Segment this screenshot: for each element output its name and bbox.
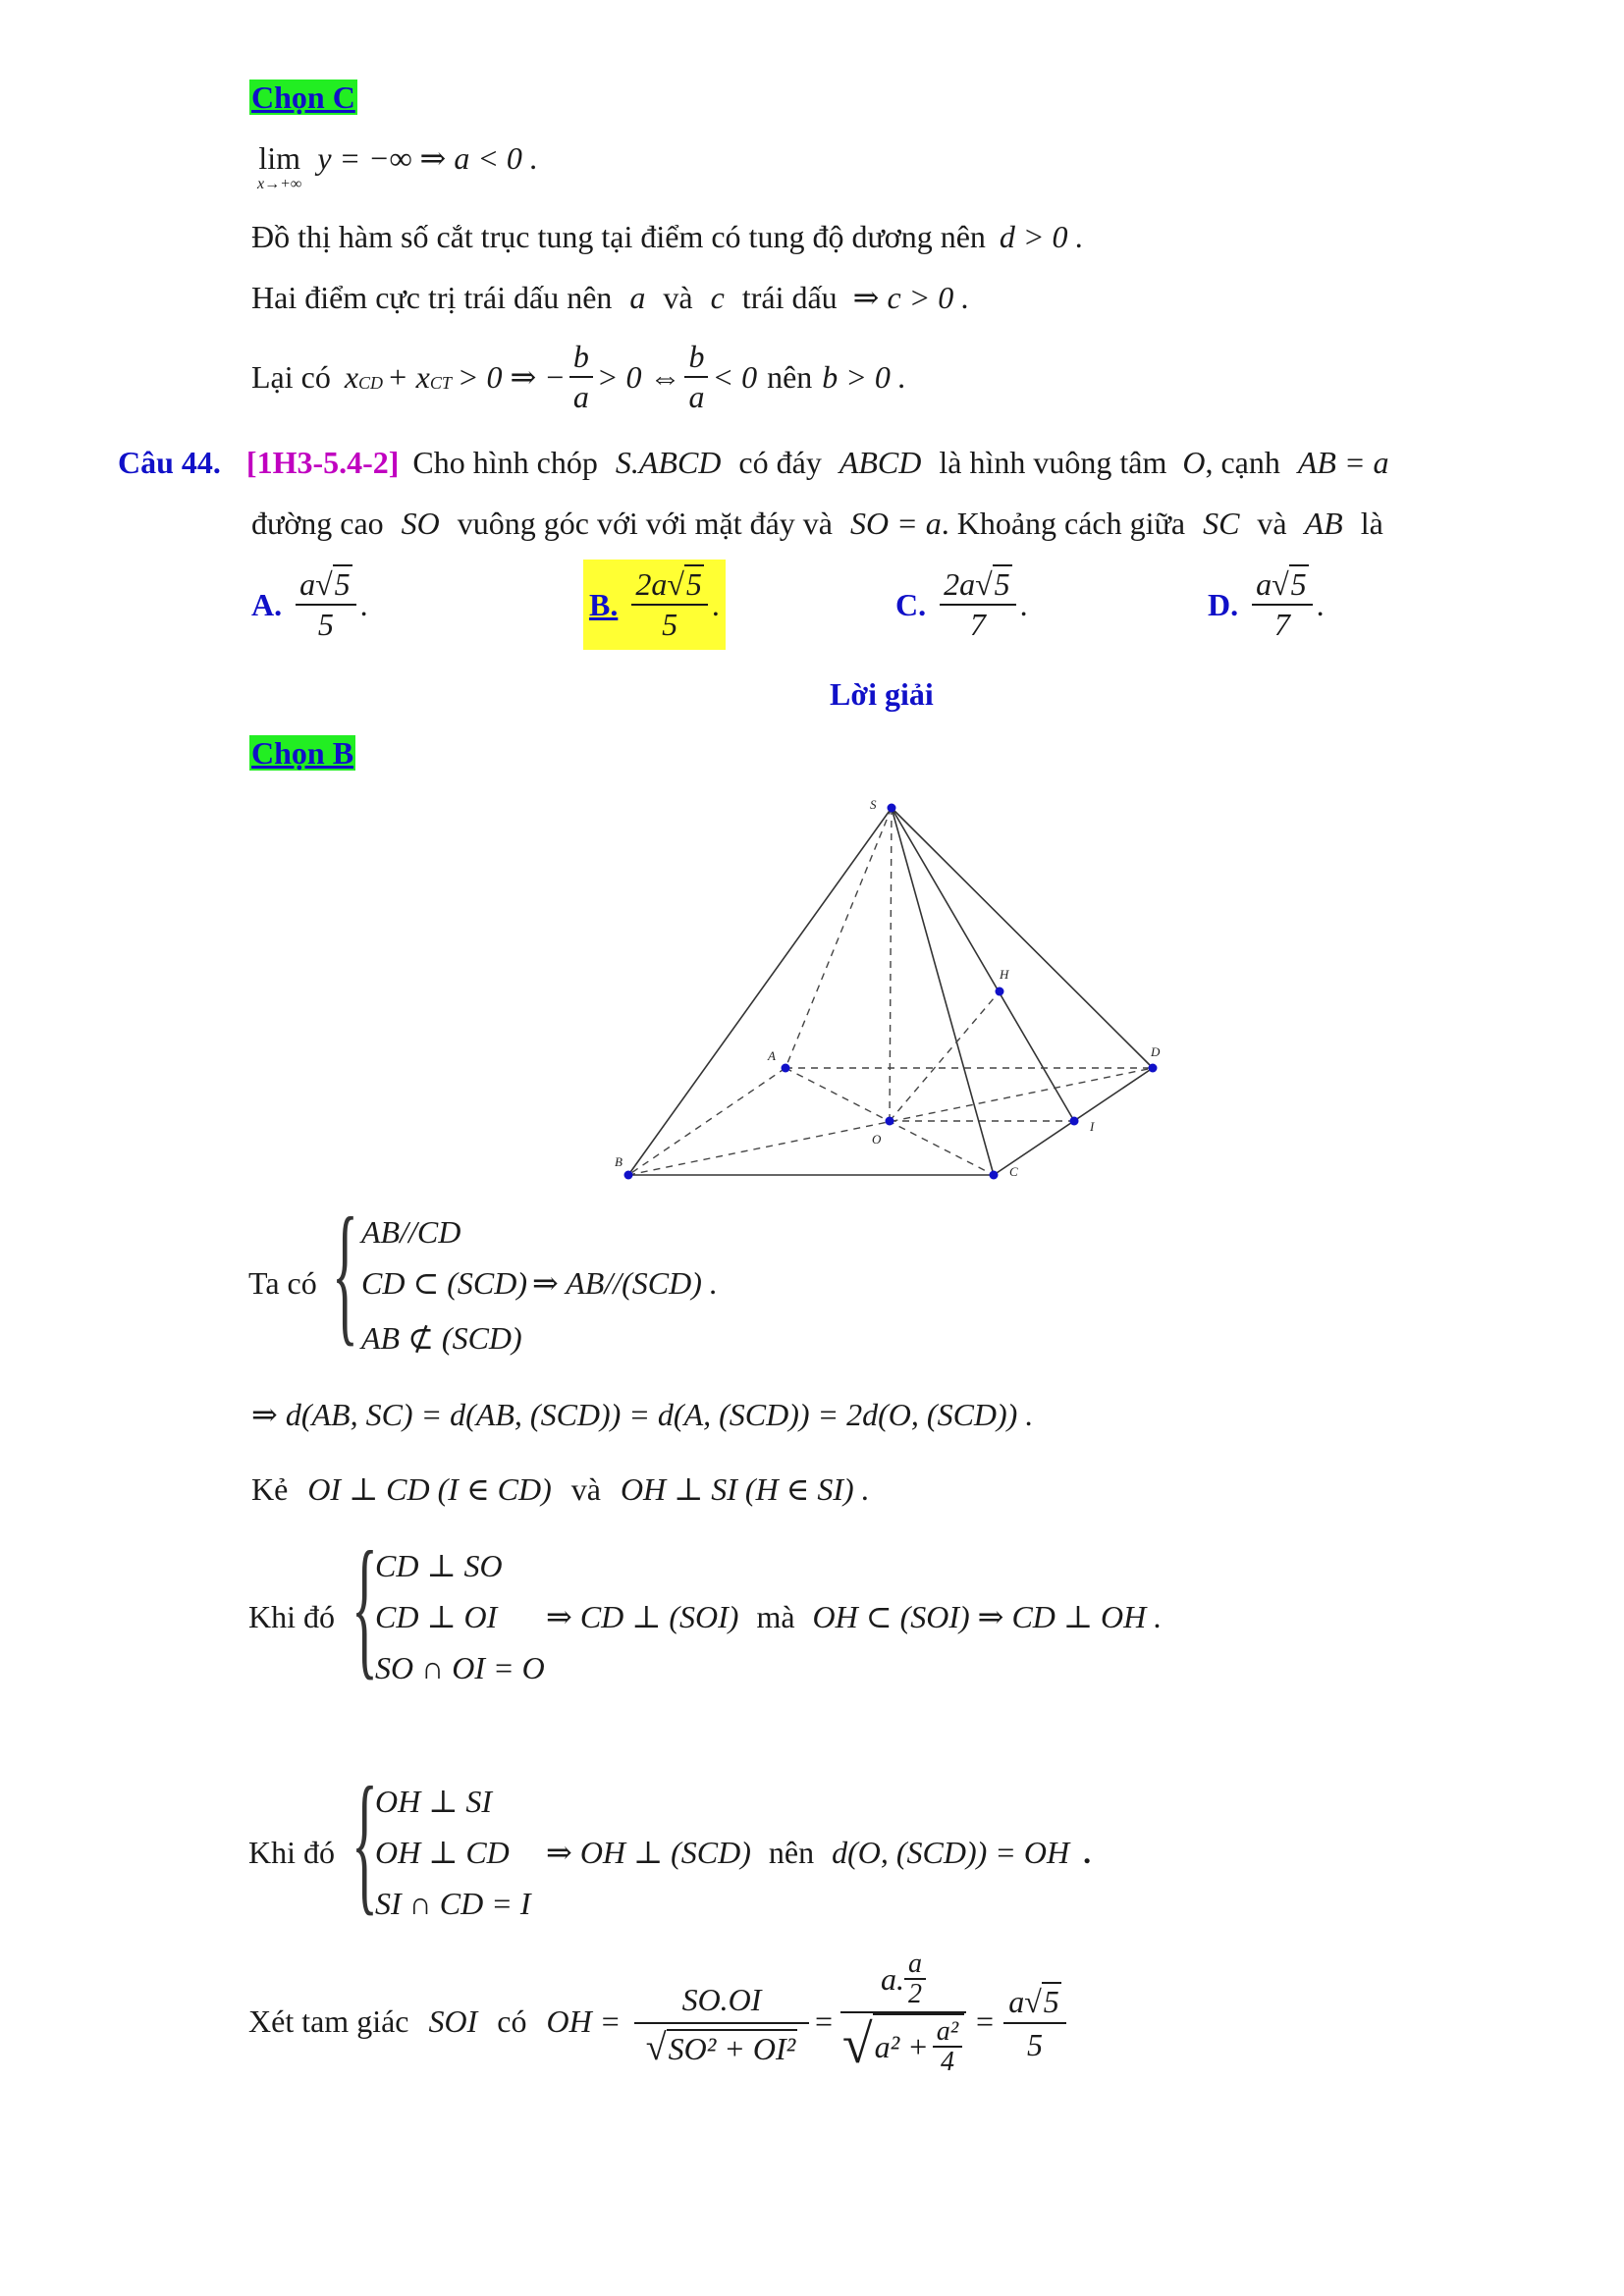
sys3-row-2: OH ⊥ CD [375, 1835, 510, 1870]
line2-math: ⇒ c > 0 . [852, 280, 970, 315]
sys1-row-2: CD ⊂ (SCD) [361, 1265, 528, 1301]
lim-subscript: x→+∞ [257, 176, 302, 193]
f2-num-frac-d: 2 [908, 1979, 922, 2010]
label-b: B [615, 1154, 623, 1169]
q-o: O [1182, 445, 1206, 480]
line3-plus-x: + x [387, 358, 430, 395]
distance-chain: ⇒ d(AB, SC) = d(AB, (SCD)) = d(A, (SCD)) = 2d(O, (SCD)) . [251, 1397, 1034, 1432]
label-h: H [1000, 967, 1009, 982]
line1-math: d > 0 . [999, 219, 1084, 254]
opt-a-coef: a [299, 566, 316, 602]
solution-line-3 [251, 340, 906, 414]
label-d: D [1151, 1044, 1161, 1059]
option-b-label: B. [589, 586, 619, 622]
option-d-value: $\frac{a√5}{7}$ [1252, 567, 1313, 642]
f3-sqrt-icon: √ [1024, 1984, 1042, 2019]
label-a: A [768, 1048, 776, 1063]
xet-oh-eq: OH = [546, 2003, 622, 2039]
sys2-r1: ⇒ CD ⊥ (SOI) [546, 1599, 739, 1634]
point-a [782, 1064, 790, 1073]
sys3-nen: nên [768, 1835, 815, 1870]
f2-den-a2: a² + [874, 2028, 929, 2064]
sys1-result: ⇒ AB//(SCD) . [532, 1265, 718, 1301]
xet-soi: SOI [428, 2003, 478, 2039]
frac-num: b [684, 340, 708, 378]
point-c [990, 1171, 999, 1180]
opt-d-den: 7 [1273, 607, 1290, 643]
q2-text-c: vuông góc với với mặt đáy và [457, 506, 833, 541]
sys3-row-3: SI ∩ CD = I [375, 1886, 531, 1921]
solution-line-2 [251, 279, 969, 316]
q2-so-eq-a: SO = a [850, 506, 942, 541]
sys2-r2: OH ⊂ (SOI) ⇒ CD ⊥ OH . [812, 1599, 1163, 1634]
limit-expression [257, 139, 538, 194]
fraction-so-oi [634, 1981, 809, 2071]
line3-frac-1 [569, 340, 593, 414]
line3-b-gt0: b > 0 . [822, 358, 906, 395]
option-d[interactable]: D. $\frac{a√5}{7}$ . [1208, 566, 1325, 643]
line3-text: Lại có [251, 358, 331, 395]
q2-text-e: . Khoảng cách giữa [941, 506, 1186, 541]
sys2-row-3: SO ∩ OI = O [375, 1650, 545, 1685]
f1-denominator: SO² + OI² [668, 2031, 796, 2067]
sys2-result [546, 1598, 1162, 1635]
ke-va: và [570, 1471, 601, 1507]
ke-oh-perp-si: OH ⊥ SI (H ∈ SI) . [620, 1471, 870, 1507]
option-b[interactable]: B. $\frac{2a√5}{5}$ . [583, 560, 726, 650]
line2-text-a: Hai điểm cực trị trái dấu nên [251, 280, 613, 315]
frac-num: b [569, 340, 593, 378]
lim-result: y = −∞ ⇒ a < 0 . [317, 140, 538, 176]
line2-text-b: trái dấu [741, 280, 838, 315]
brace-3: { [352, 1754, 378, 1929]
f1-numerator: SO.OI [681, 1982, 762, 2017]
sys2-row-2: CD ⊥ OI [375, 1599, 498, 1634]
equals-1: = [815, 2003, 834, 2039]
segment-so-hidden [890, 808, 892, 1121]
line3-x: x [344, 358, 359, 395]
opt-d-coef: a [1256, 566, 1272, 602]
ke-text: Kẻ [251, 1471, 289, 1507]
brace-2: { [352, 1519, 378, 1693]
edge-sa-hidden [785, 808, 892, 1068]
f1-sqrt-icon: √ [645, 2027, 667, 2069]
q2-text-a: đường cao [251, 506, 384, 541]
khi-do-2-text: Khi đó [248, 1835, 335, 1870]
q-ab-eq-a: AB = a [1297, 445, 1389, 480]
line3-nen: nên [767, 358, 813, 395]
sys3-dot: . [1083, 1835, 1092, 1870]
fraction-a-over-sqrt [840, 1949, 966, 2077]
q-text-g: , cạnh [1205, 445, 1280, 480]
sys3-row-1: OH ⊥ SI [375, 1784, 492, 1819]
final-computation [248, 2002, 621, 2040]
f3-rad: 5 [1043, 1984, 1059, 2019]
option-c-label: C. [895, 586, 927, 622]
opt-a-den: 5 [317, 607, 334, 643]
line3-sub-cd: CD [358, 373, 384, 394]
khi-do-1-text: Khi đó [248, 1599, 335, 1634]
f2-den-frac-n: a² [933, 2017, 962, 2048]
edge-sc [892, 808, 994, 1175]
opt-b-rad: 5 [685, 565, 702, 602]
sys3-result [546, 1834, 1091, 1871]
sys3-r2: d(O, (SCD)) = OH [832, 1835, 1070, 1870]
option-d-label: D. [1208, 586, 1239, 622]
point-b [624, 1171, 633, 1180]
segment-oh-hidden [890, 991, 1000, 1121]
q2-so: SO [401, 506, 440, 541]
sys2-ma: mà [756, 1599, 795, 1634]
f2-num-frac-n: a [904, 1949, 926, 1980]
brace-1: { [332, 1185, 358, 1360]
chon-b-label [249, 734, 355, 772]
edge-sb [628, 808, 892, 1175]
solution-line-1 [251, 218, 1084, 255]
fraction-result [1003, 1983, 1066, 2064]
opt-c-coef: 2a [944, 566, 976, 602]
q-sabcd: S.ABCD [615, 445, 722, 480]
q2-va: và [1257, 506, 1287, 541]
solution-heading: Lời giải [830, 676, 934, 712]
edge-si [892, 808, 1074, 1121]
sys1-row-3: AB ⊄ (SCD) [361, 1320, 522, 1356]
question-number: Câu 44. [118, 445, 221, 480]
q-text-e: là hình vuông tâm [939, 445, 1167, 480]
line2-var-c: c [710, 280, 725, 315]
line3-gt0-iff: > 0 ⇔ [596, 358, 681, 395]
lim-word: lim [258, 140, 300, 176]
edge-sd [892, 808, 1153, 1068]
chon-c-label [249, 79, 357, 116]
line3-frac-2 [684, 340, 708, 414]
label-s: S [870, 797, 877, 812]
label-o: O [872, 1132, 882, 1147]
option-b-value: $\frac{2a√5}{5}$ [631, 567, 708, 642]
line1-text: Đồ thị hàm số cắt trục tung tại điểm có tung độ dương nên [251, 219, 986, 254]
ke-oi-perp-cd: OI ⊥ CD (I ∈ CD) [307, 1471, 552, 1507]
point-s [888, 804, 896, 813]
q-text-a: Cho hình chóp [412, 445, 598, 480]
q-text-c: có đáy [738, 445, 822, 480]
construct-line [251, 1470, 870, 1508]
opt-d-rad: 5 [1290, 566, 1307, 602]
option-c[interactable]: C. $\frac{2a√5}{7}$ . [895, 566, 1028, 643]
q-abcd: ABCD [839, 445, 922, 480]
question-line-2 [251, 505, 1383, 542]
point-h [996, 988, 1004, 996]
line2-var-a: a [629, 280, 646, 315]
chon-b-text: Chọn B [251, 735, 354, 771]
line2-va: và [663, 280, 693, 315]
sys3-r1: ⇒ OH ⊥ (SCD) [546, 1835, 751, 1870]
label-i: I [1090, 1119, 1095, 1134]
f3-den: 5 [1027, 2027, 1043, 2063]
xet-text: Xét tam giác [248, 2003, 409, 2039]
sys2-row-1: CD ⊥ SO [375, 1548, 503, 1583]
point-i [1070, 1117, 1079, 1126]
pyramid-figure [589, 785, 1218, 1198]
f3-coef: a [1008, 1984, 1025, 2019]
ta-co-text: Ta có [248, 1265, 317, 1301]
opt-a-rad: 5 [334, 566, 351, 602]
q2-sc: SC [1203, 506, 1240, 541]
q2-ab: AB [1304, 506, 1343, 541]
option-a-label: A. [251, 586, 283, 622]
opt-b-coef: 2a [635, 565, 668, 602]
opt-c-rad: 5 [994, 566, 1010, 602]
question-line-1 [118, 444, 1389, 481]
line3-gt0-implies: > 0 ⇒ − [457, 358, 566, 395]
option-a-value: $\frac{a√5}{5}$ [296, 567, 356, 642]
option-a[interactable]: A. $\frac{a√5}{5}$ . [251, 566, 368, 643]
line3-sub-ct: CT [429, 373, 452, 394]
point-o [886, 1117, 894, 1126]
option-c-value: $\frac{2a√5}{7}$ [940, 567, 1016, 642]
chon-c-text: Chọn C [251, 80, 355, 115]
frac-den: a [572, 379, 589, 415]
xet-co: có [497, 2003, 527, 2039]
equals-2: = [976, 2003, 995, 2039]
label-c: C [1009, 1164, 1018, 1179]
sys1-row-1: AB//CD [361, 1214, 461, 1250]
line3-lt0: < 0 [712, 358, 758, 395]
f2-sqrt-icon: √ [841, 2014, 873, 2076]
f2-num-a: a. [881, 1961, 904, 1998]
question-tag: [1H3-5.4-2] [245, 445, 400, 480]
opt-c-den: 7 [969, 607, 986, 643]
point-d [1149, 1064, 1158, 1073]
frac-den: a [688, 379, 705, 415]
f2-den-frac-d: 4 [940, 2047, 954, 2078]
opt-b-den: 5 [662, 607, 678, 642]
q2-la: là [1360, 506, 1383, 541]
